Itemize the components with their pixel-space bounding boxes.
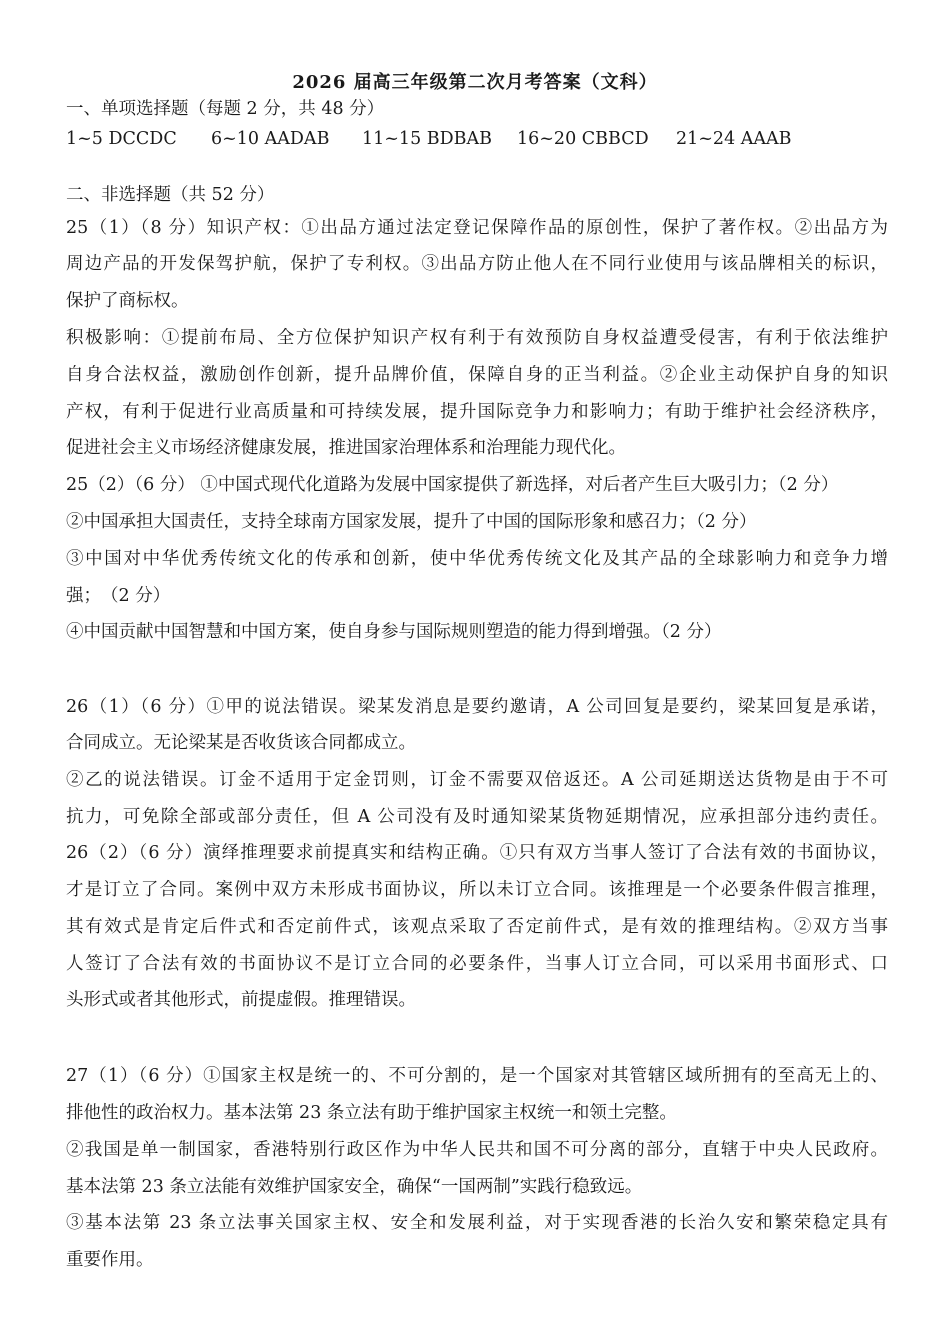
answer-line: ②中国承担大国责任，支持全球南方国家发展，提升了中国的国际形象和感召力；（2 分） <box>66 512 757 532</box>
answer-line: 26（2）（6 分）演绎推理要求前提真实和结构正确。①只有双方当事人签订了合法有效的书面协议， <box>66 843 888 863</box>
answer-line: 合同成立。无论梁某是否收货该合同都成立。 <box>66 733 416 753</box>
answer-line: 25（1）（8 分）知识产权：①出品方通过法定登记保障作品的原创性，保护了著作权。②出品方为 <box>66 218 888 238</box>
answer-line: 促进社会主义市场经济健康发展，推进国家治理体系和治理能力现代化。 <box>66 438 626 458</box>
answer-line: 27（1）（6 分）①国家主权是统一的、不可分割的，是一个国家对其管辖区域所拥有的至高无上的、 <box>66 1066 888 1086</box>
answer-line: ④中国贡献中国智慧和中国方案，使自身参与国际规则塑造的能力得到增强。（2 分） <box>66 622 722 642</box>
answer-group: 6~10 AADAB <box>211 129 330 149</box>
answer-line: 积极影响：①提前布局、全方位保护知识产权有利于有效预防自身权益遭受侵害，有利于依法维护 <box>66 328 888 348</box>
answer-group: 21~24 AAAB <box>676 129 792 149</box>
answer-line: ③基本法第 23 条立法事关国家主权、安全和发展利益，对于实现香港的长治久安和繁荣稳定具有 <box>66 1213 888 1233</box>
section-heading-open-questions: 二、非选择题（共 52 分） <box>66 185 275 205</box>
answer-group: 11~15 BDBAB <box>362 129 493 149</box>
answer-line: 25（2）（6 分） ①中国式现代化道路为发展中国家提供了新选择，对后者产生巨大吸引力；（2 分） <box>66 475 839 495</box>
answer-group: 1~5 DCCDC <box>66 129 177 149</box>
answer-line: 基本法第 23 条立法能有效维护国家安全，确保“一国两制”实践行稳致远。 <box>66 1177 643 1197</box>
answer-line: 抗力，可免除全部或部分责任，但 A 公司没有及时通知梁某货物延期情况，应承担部分违约责任。 <box>66 807 888 827</box>
answer-line: 产权，有利于促进行业高质量和可持续发展，提升国际竞争力和影响力；有助于维护社会经济秩序， <box>66 402 888 422</box>
answer-group: 16~20 CBBCD <box>517 129 649 149</box>
section-heading-multiple-choice: 一、单项选择题（每题 2 分，共 48 分） <box>66 99 385 119</box>
answer-line: 周边产品的开发保驾护航，保护了专利权。③出品方防止他人在不同行业使用与该品牌相关的标识， <box>66 254 888 274</box>
answer-line: 重要作用。 <box>66 1250 154 1270</box>
answer-line: 头形式或者其他形式，前提虚假。推理错误。 <box>66 990 416 1010</box>
page-title: 2026 届高三年级第二次月考答案（文科） <box>292 72 658 93</box>
answer-line: 26（1）（6 分）①甲的说法错误。梁某发消息是要约邀请，A 公司回复是要约，梁某回复是承诺， <box>66 697 888 717</box>
answer-line: 强； （2 分） <box>66 586 171 606</box>
answer-line: 才是订立了合同。案例中双方未形成书面协议，所以未订立合同。该推理是一个必要条件假言推理， <box>66 880 888 900</box>
answer-line: ③中国对中华优秀传统文化的传承和创新，使中华优秀传统文化及其产品的全球影响力和竞争力增 <box>66 549 888 569</box>
answer-line: 保护了商标权。 <box>66 291 189 311</box>
answer-line: ②我国是单一制国家，香港特别行政区作为中华人民共和国不可分离的部分，直辖于中央人民政府。 <box>66 1140 888 1160</box>
answer-line: 自身合法权益，激励创作创新，提升品牌价值，保障自身的正当利益。②企业主动保护自身的知识 <box>66 365 888 385</box>
answer-line: ②乙的说法错误。订金不适用于定金罚则，订金不需要双倍返还。A 公司延期送达货物是由于不可 <box>66 770 888 790</box>
answer-line: 其有效式是肯定后件式和否定前件式，该观点采取了否定前件式，是有效的推理结构。②双方当事 <box>66 917 888 937</box>
answer-line: 人签订了合法有效的书面协议不是订立合同的必要条件，当事人订立合同，可以采用书面形式、口 <box>66 954 888 974</box>
answer-line: 排他性的政治权力。基本法第 23 条立法有助于维护国家主权统一和领土完整。 <box>66 1103 677 1123</box>
